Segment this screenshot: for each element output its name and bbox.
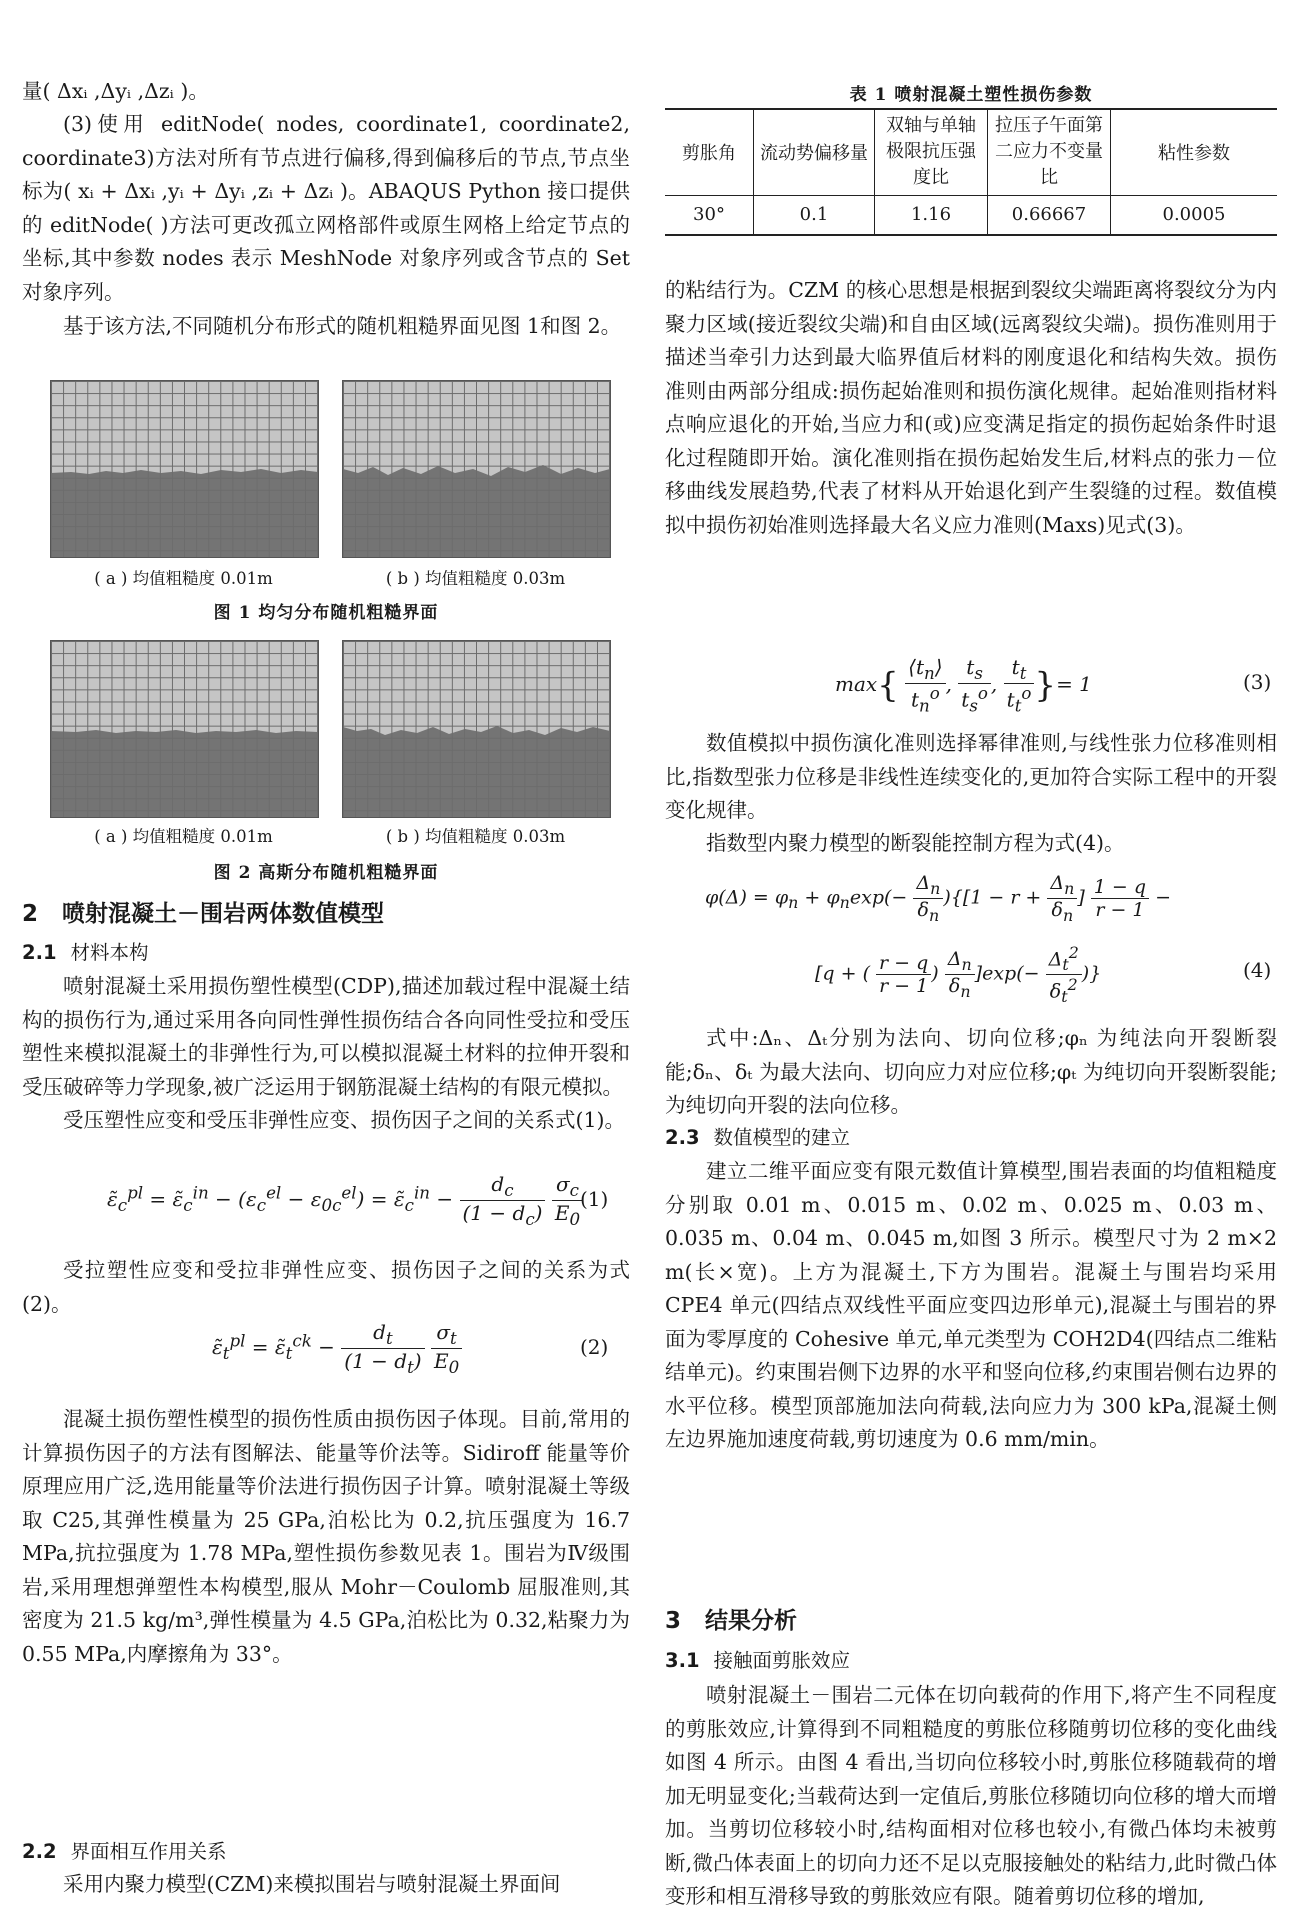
fig2b-concrete-rock-interface — [343, 641, 610, 817]
table1-header-dilation-angle: 剪胀角 — [665, 109, 754, 195]
equation-3-number: (3) — [1243, 670, 1272, 694]
p22-czm-paragraph-start: 采用内聚力模型(CZM)来模拟围岩与喷射混凝土界面间 — [63, 1872, 561, 1896]
section2-number: 2 — [22, 901, 39, 927]
subsection-3-1-number: 3.1 — [665, 1649, 700, 1672]
section3-heading — [665, 1602, 797, 1635]
table1 — [665, 108, 1277, 236]
subsection-2-2-title: 界面相互作用关系 — [70, 1840, 227, 1863]
subsection-3-1-heading — [665, 1645, 850, 1673]
table1-cell: 0.0005 — [1162, 204, 1226, 226]
fig2a-concrete-rock-interface — [51, 641, 318, 817]
fig1a-mesh — [50, 380, 319, 558]
table1-header-fb0-fc0: 双轴与单轴极限抗压强度比 — [875, 109, 988, 195]
p22-czm-paragraph-cont: 的粘结行为。CZM 的核心思想是根据到裂纹尖端距离将裂纹分为内聚力区域(接近裂纹尖端)和自由区域(远离裂纹尖端)。损伤准则用于描述当牵引力达到最大临界值后材料的刚度退化和结构失效。损伤准则由两部分组成:损伤起始准则和损伤演化规律。起始准则指材料点响应退化的开始,当应力和(或)应变满足指定的损伤起始条件时退化过程随即开始。演化准则指在损伤起始发生后,材料点的张力－位移曲线发展趋势,代表了材料从开始退化到产生裂缝的过程。数值模拟中损伤初始准则选择最大名义应力准则(Maxs)见式(3)。 — [665, 278, 1277, 537]
fig1a-caption: ( a ) 均值粗糙度 0.01m — [94, 569, 273, 588]
table1-cell: 1.16 — [875, 195, 988, 235]
figs-intro-paragraph: 基于该方法,不同随机分布形式的随机粗糙界面见图 1和图 2。 — [63, 314, 622, 338]
subsection-2-3-title: 数值模型的建立 — [713, 1126, 851, 1149]
p22-fracture-energy-intro: 指数型内聚力模型的断裂能控制方程为式(4)。 — [706, 831, 1125, 855]
p22-evolution-paragraph: 数值模拟中损伤演化准则选择幂律准则,与线性张力位移准则相比,指数型张力位移是非线性连续变化的,更加符合实际工程中的开裂变化规律。 — [665, 731, 1277, 822]
fig1b-mesh — [342, 380, 611, 558]
fig2b-mesh — [342, 640, 611, 818]
section3-title: 结果分析 — [705, 1608, 798, 1634]
intro-line: 量( Δxᵢ ,Δyᵢ ,Δzᵢ )。 — [22, 79, 209, 103]
table1-cell: 0.66667 — [988, 195, 1111, 235]
subsection-3-1-title: 接触面剪胀效应 — [713, 1649, 851, 1672]
fig2b-caption: ( b ) 均值粗糙度 0.03m — [385, 827, 566, 846]
subsection-2-1-number: 2.1 — [22, 941, 57, 964]
equation-2: $\varepsiloñ_t^{pl}$ = $\varepsiloñ_t^{ck}$ − $\frac{d_t}{(1 - d_t)}$ $\frac{\sigma_t}{E_0}$ — [212, 1320, 462, 1377]
table1-data-row — [665, 195, 1277, 235]
equation-4-line1: $\varphi(\Delta) = \varphi_n + \varphi_n\exp(-$ $\frac{\Delta_n}{\delta_n}$ ){[1 − r + $\frac{\Delta_n}{\delta_n}$ ] $\frac{1 - q}{r - 1}$ − — [705, 872, 1172, 925]
fig2-caption: 图 2 高斯分布随机粗糙界面 — [213, 863, 439, 883]
fig1-caption: 图 1 均匀分布随机粗糙界面 — [213, 603, 439, 623]
table1-header-viscosity: 粘性参数 — [1158, 143, 1230, 165]
subsection-2-1-title: 材料本构 — [70, 941, 149, 964]
table1-title: 表 1 喷射混凝土塑性损伤参数 — [849, 85, 1093, 105]
step3-paragraph: (3)使用 editNode( nodes, coordinate1, coordinate2, coordinate3)方法对所有节点进行偏移,得到偏移后的节点,节点坐标为( xᵢ + Δxᵢ ,yᵢ + Δyᵢ ,zᵢ + Δzᵢ )。ABAQUS Python 接口提供的 editNode( )方法可更改孤立网格部件或原生网格上给定节点的坐标,其中参数 nodes 表示 MeshNode 对象序列或含节点的 Set 对象序列。 — [22, 112, 630, 304]
table1-cell: 0.1 — [754, 195, 875, 235]
subsection-2-1-heading — [22, 937, 149, 965]
section2-heading — [22, 895, 384, 928]
fig1b-concrete-rock-interface — [343, 381, 610, 557]
section3-number: 3 — [665, 1608, 682, 1634]
p21-cdp-paragraph: 喷射混凝土采用损伤塑性模型(CDP),描述加载过程中混凝土结构的损伤行为,通过采用各向同性弹性损伤结合各向同性受拉和受压塑性来模拟混凝土的非弹性行为,可以模拟混凝土材料的拉伸开裂和受压破碎等力学现象,被广泛运用于钢筋混凝土结构的有限元模拟。 — [22, 974, 630, 1099]
subsection-2-2-heading — [22, 1836, 227, 1864]
p21-compression-paragraph: 受压塑性应变和受压非弹性应变、损伤因子之间的关系式(1)。 — [63, 1108, 626, 1132]
table1-header-row — [665, 109, 1277, 195]
equation-4-number: (4) — [1243, 958, 1272, 982]
fig2a-mesh — [50, 640, 319, 818]
equation-1-number: (1) — [580, 1187, 609, 1211]
p21-tension-paragraph: 受拉塑性应变和受拉非弹性应变、损伤因子之间的关系为式(2)。 — [22, 1258, 630, 1316]
equation-2-number: (2) — [580, 1335, 609, 1359]
p21-damage-paragraph: 混凝土损伤塑性模型的损伤性质由损伤因子体现。目前,常用的计算损伤因子的方法有图解法、能量等价法等。Sidiroff 能量等价原理应用广泛,选用能量等价法进行损伤因子计算。喷射混凝土等级取 C25,其弹性模量为 25 GPa,泊松比为 0.2,抗压强度为 16.7 MPa,抗拉强度为 1.78 MPa,塑性损伤参数见表 1。围岩为Ⅳ级围岩,采用理想弹塑性本构模型,服从 Mohr－Coulomb 屈服准则,其密度为 21.5 kg/m³,弹性模量为 4.5 GPa,泊松比为 0.32,粘聚力为 0.55 MPa,内摩擦角为 33°。 — [22, 1407, 630, 1666]
equation-3: max{ $\frac{⟨t_n⟩}{t_n^o}$ , $\frac{t_s}{t_s^o}$ , $\frac{t_t}{t_t^o}$ }= 1 — [835, 655, 1092, 716]
subsection-2-2-number: 2.2 — [22, 1840, 57, 1863]
fig1b-caption: ( b ) 均值粗糙度 0.03m — [385, 569, 566, 588]
fig2a-caption: ( a ) 均值粗糙度 0.01m — [94, 827, 273, 846]
equation-4-line2: [q + ( $\frac{r - q}{r - 1}$ ) $\frac{\Delta_n}{\delta_n}$ ]exp(− $\frac{\Delta_t^2}{\delta_t^2}$ )} — [815, 943, 1102, 1007]
p22-symbols-paragraph: 式中:Δₙ、Δₜ分别为法向、切向位移;φₙ 为纯法向开裂断裂能;δₙ、δₜ 为最大法向、切向应力对应位移;φₜ 为纯切向开裂断裂能;为纯切向开裂的法向位移。 — [665, 1026, 1277, 1117]
fig1a-concrete-rock-interface — [51, 381, 318, 557]
subsection-2-3-heading — [665, 1122, 850, 1150]
table1-header-k: 拉压子午面第二应力不变量比 — [988, 109, 1111, 195]
table1-cell: 30° — [665, 195, 754, 235]
equation-1: $\varepsiloñ_c^{pl}$ = $\varepsiloñ_c^{in} - (\varepsilon_c^{el} - \varepsilon_{0c}^{el})$ = $\varepsiloñ_c^{in}$ − $\frac{d_c}{(1 - d_c)}$ $\frac{\sigma_c}{E_0}$ — [107, 1172, 583, 1229]
p31-dilation-paragraph: 喷射混凝土－围岩二元体在切向载荷的作用下,将产生不同程度的剪胀效应,计算得到不同粗糙度的剪胀位移随剪切位移的变化曲线如图 4 所示。由图 4 看出,当切向位移较小时,剪胀位移随载荷的增加无明显变化;当载荷达到一定值后,剪胀位移随切向位移的增大而增加。当剪切位移较小时,结构面相对位移也较小,有微凸体均未被剪断,微凸体表面上的切向力还不足以克服接触处的粘结力,此时微凸体变形和相互滑移导致的剪胀效应有限。随着剪切位移的增加, — [665, 1683, 1277, 1908]
p23-model-paragraph: 建立二维平面应变有限元数值计算模型,围岩表面的均值粗糙度分别取 0.01 m、0.015 m、0.02 m、0.025 m、0.03 m、0.035 m、0.04 m、0.045 m,如图 3 所示。模型尺寸为 2 m×2 m(长×宽)。上方为混凝土,下方为围岩。混凝土与围岩均采用 CPE4 单元(四结点双线性平面应变四边形单元),混凝土与围岩的界面为零厚度的 Cohesive 单元,单元类型为 COH2D4(四结点二维粘结单元)。约束围岩侧下边界的水平和竖向位移,约束围岩侧右边界的水平位移。模型顶部施加法向荷载,法向应力为 300 kPa,混凝土侧左边界施加速度荷载,剪切速度为 0.6 mm/min。 — [665, 1159, 1277, 1451]
section2-title: 喷射混凝土－围岩两体数值模型 — [62, 901, 385, 927]
table1-header-eccentricity: 流动势偏移量 — [754, 109, 875, 195]
subsection-2-3-number: 2.3 — [665, 1126, 700, 1149]
